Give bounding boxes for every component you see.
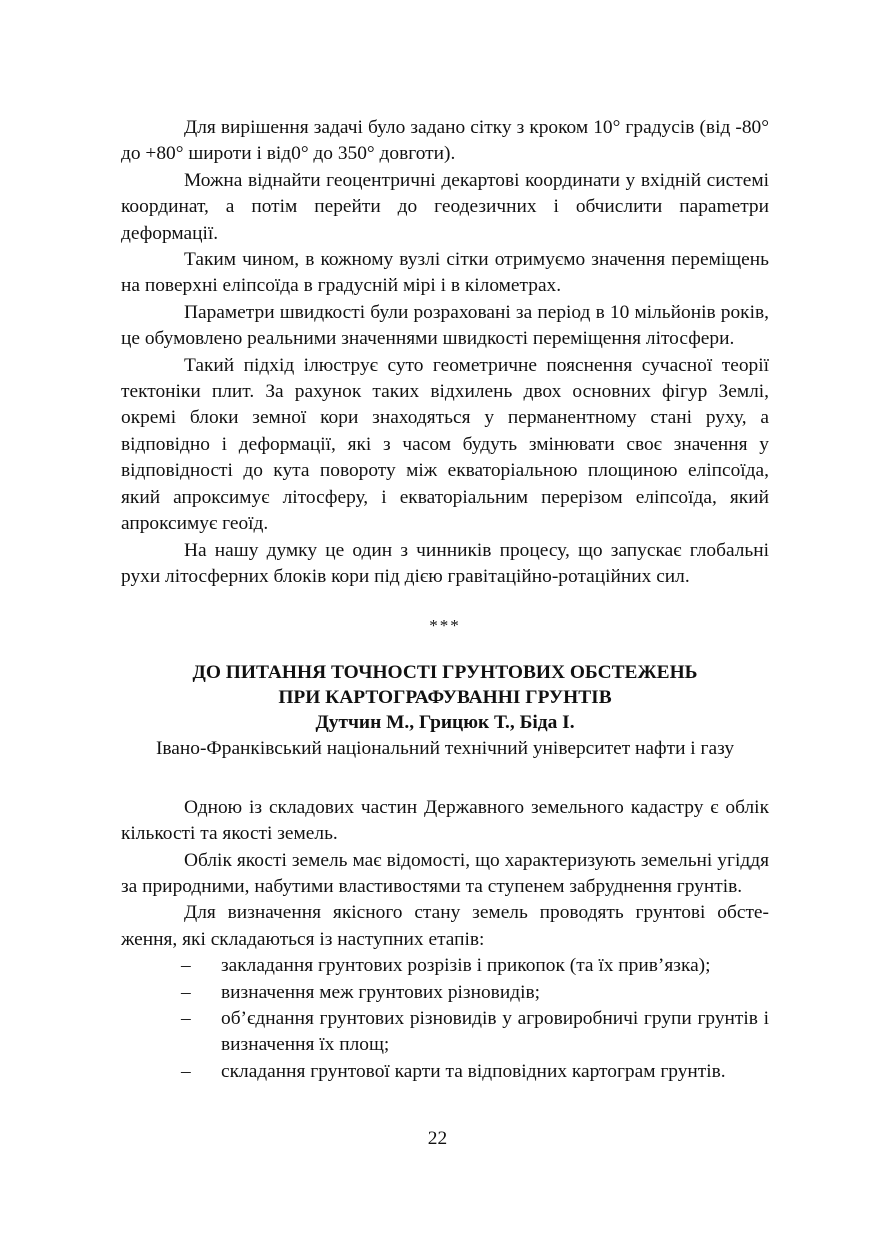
article-affiliation: Івано-Франківський національний технічний університет нафти і газу <box>155 737 735 759</box>
paragraph: Таким чином, в кожному вузлі сітки отримуємо значення переміщень на поверхні еліпсоїда в градусній мірі і в кілометрах. <box>121 249 769 297</box>
list-item-text: об’єднання грунтових різновидів у агровиробничі групи грунтів і визначення їх площ; <box>221 1007 769 1056</box>
paragraph: Облік якості земель має відомості, що характеризують земельні угіддя за природними, набутими властивостями та ступенем забруднення грунтів. <box>121 849 769 897</box>
list-item-text: закладання грунтових розрізів і прикопок (та їх прив’язка); <box>221 955 711 977</box>
paragraph: Одною із складових частин Державного земельного кадастру є облік кількості та якості земель. <box>121 796 769 845</box>
article-authors: Дутчин М., Грицюк Т., Біда І. <box>315 711 575 733</box>
list-item-text: визначення меж грунтових різновидів; <box>221 981 540 1003</box>
list-item <box>121 1006 769 1059</box>
dash-bullet: – <box>181 955 191 977</box>
paragraph: Можна віднайти геоцентричні декартові координати у вхідній системі координат, а потім перейти до геодезичних і обчислити параmетри деформації. <box>121 169 769 244</box>
stages-list <box>121 953 769 1085</box>
dash-bullet: – <box>181 981 191 1003</box>
list-item <box>121 1059 769 1085</box>
paragraph: Для визначення якісного стану земель проводять грунтові обстеження, які складаються із наступних етапів: <box>121 902 769 950</box>
spacer <box>121 761 769 795</box>
paragraph: Для вирішення задачі було задано сітку з кроком 10° градусів (від -80° до +80° широти і від0° до 350° довготи). <box>121 117 769 165</box>
paragraph: Такий підхід ілюструє суто геометричне пояснення сучасної теорії тектоніки плит. За рахунок таких відхилень двох основних фігур Землі, окремі блоки земної кори знаходяться у перманентному стані руху, а відповідно і деформації, які з часом будуть змінювати своє значення у відповідності до кута повороту між екваторіальною площиною еліпсоїда, який апроксимує літосферу, і екваторіальним перерізом еліпсоїда, який апроксимує геоїд. <box>121 354 769 535</box>
list-item-text: складання грунтової карти та відповідних картограм грунтів. <box>221 1060 726 1082</box>
dash-bullet: – <box>181 1060 191 1082</box>
dash-bullet: – <box>181 1007 191 1029</box>
list-item <box>121 980 769 1006</box>
article-title-line-1: ДО ПИТАННЯ ТОЧНОСТІ ГРУНТОВИХ ОБСТЕЖЕНЬ <box>192 661 698 683</box>
list-item <box>121 953 769 979</box>
section-separator: *** <box>429 616 461 636</box>
page-body <box>121 115 769 1085</box>
paragraph: На нашу думку це один з чинників процесу, що запускає глобальні рухи літосферних блоків кори під дією гравітаційно-ротаційних сил. <box>121 539 769 587</box>
page-number: 22 <box>427 1128 448 1149</box>
article-title-line-2: ПРИ КАРТОГРАФУВАННІ ГРУНТІВ <box>278 686 612 708</box>
paragraph: Параметри швидкості були розраховані за період в 10 мільйонів років, це обумовлено реальними значеннями швидкості переміщення літосфери. <box>121 301 769 350</box>
